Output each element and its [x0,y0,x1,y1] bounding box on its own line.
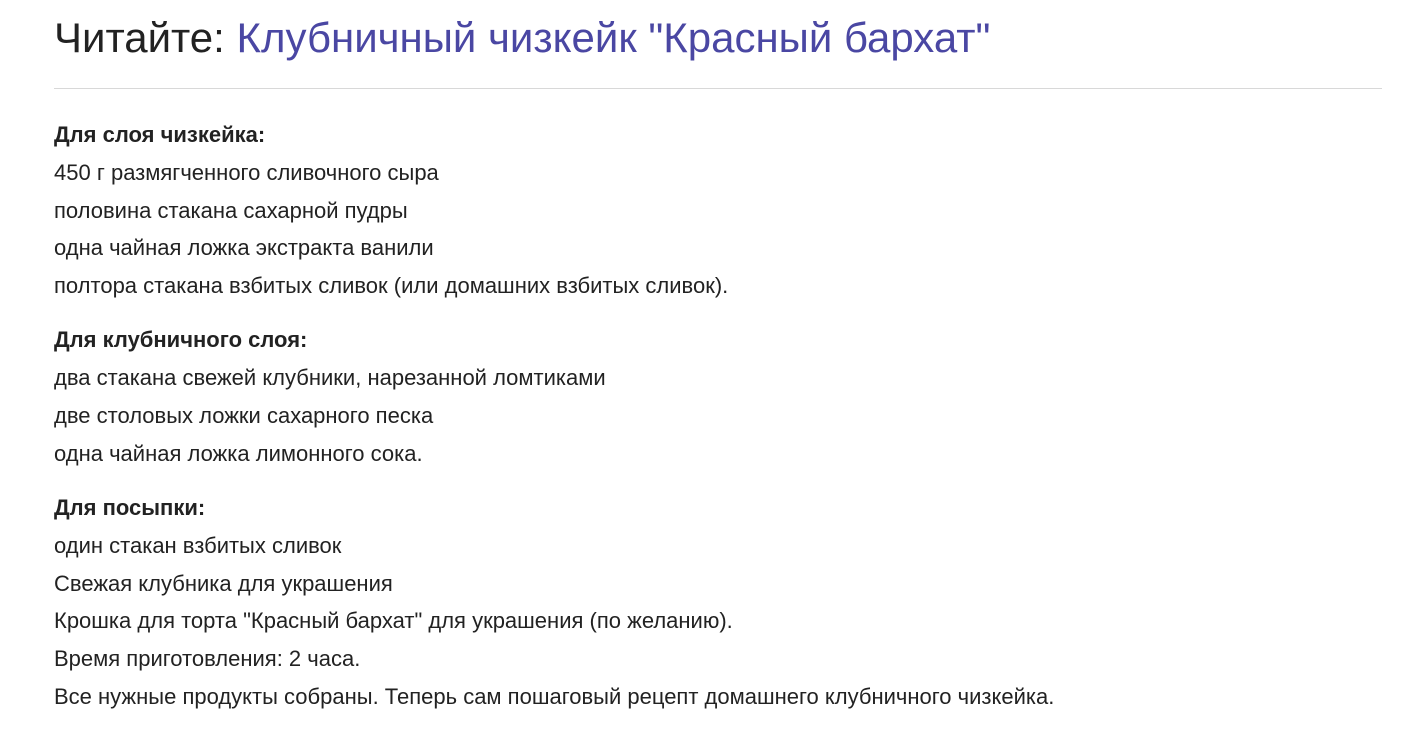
header-divider [54,88,1382,89]
topping-section [54,489,1384,715]
section-title: Для клубничного слоя: [54,327,308,353]
ingredient-line: Крошка для торта "Красный бархат" для украшения (по желанию). [54,608,733,634]
strawberry-layer-section [54,321,1384,472]
ingredient-line: 450 г размягченного сливочного сыра [54,160,439,185]
ingredient-line: полтора стакана взбитых сливок (или домашних взбитых сливок). [54,272,729,298]
cooking-time-line: Время приготовления: 2 часа. [54,645,361,671]
ingredient-line: одна чайная ложка экстракта ванили [54,235,434,261]
ingredient-line: один стакан взбитых сливок [54,533,342,559]
ingredient-line: Свежая клубника для украшения [54,570,393,596]
summary-line: Все нужные продукты собраны. Теперь сам пошаговый рецепт домашнего клубничного чизкейка. [54,683,1055,709]
read-also-heading [54,12,990,64]
read-also-prefix: Читайте: [54,14,237,61]
ingredient-line: два стакана свежей клубники, нарезанной ломтиками [54,365,606,391]
recipe-ingredients [54,116,1384,732]
cheesecake-layer-section [54,116,1384,304]
section-title: Для посыпки: [54,495,206,521]
ingredient-line: половина стакана сахарной пудры [54,197,408,223]
ingredient-line: одна чайная ложка лимонного сока. [54,440,423,466]
ingredient-line: две столовых ложки сахарного песка [54,402,434,428]
section-title: Для слоя чизкейка: [54,122,266,147]
related-article-link[interactable]: Клубничный чизкейк "Красный бархат" [236,14,991,61]
